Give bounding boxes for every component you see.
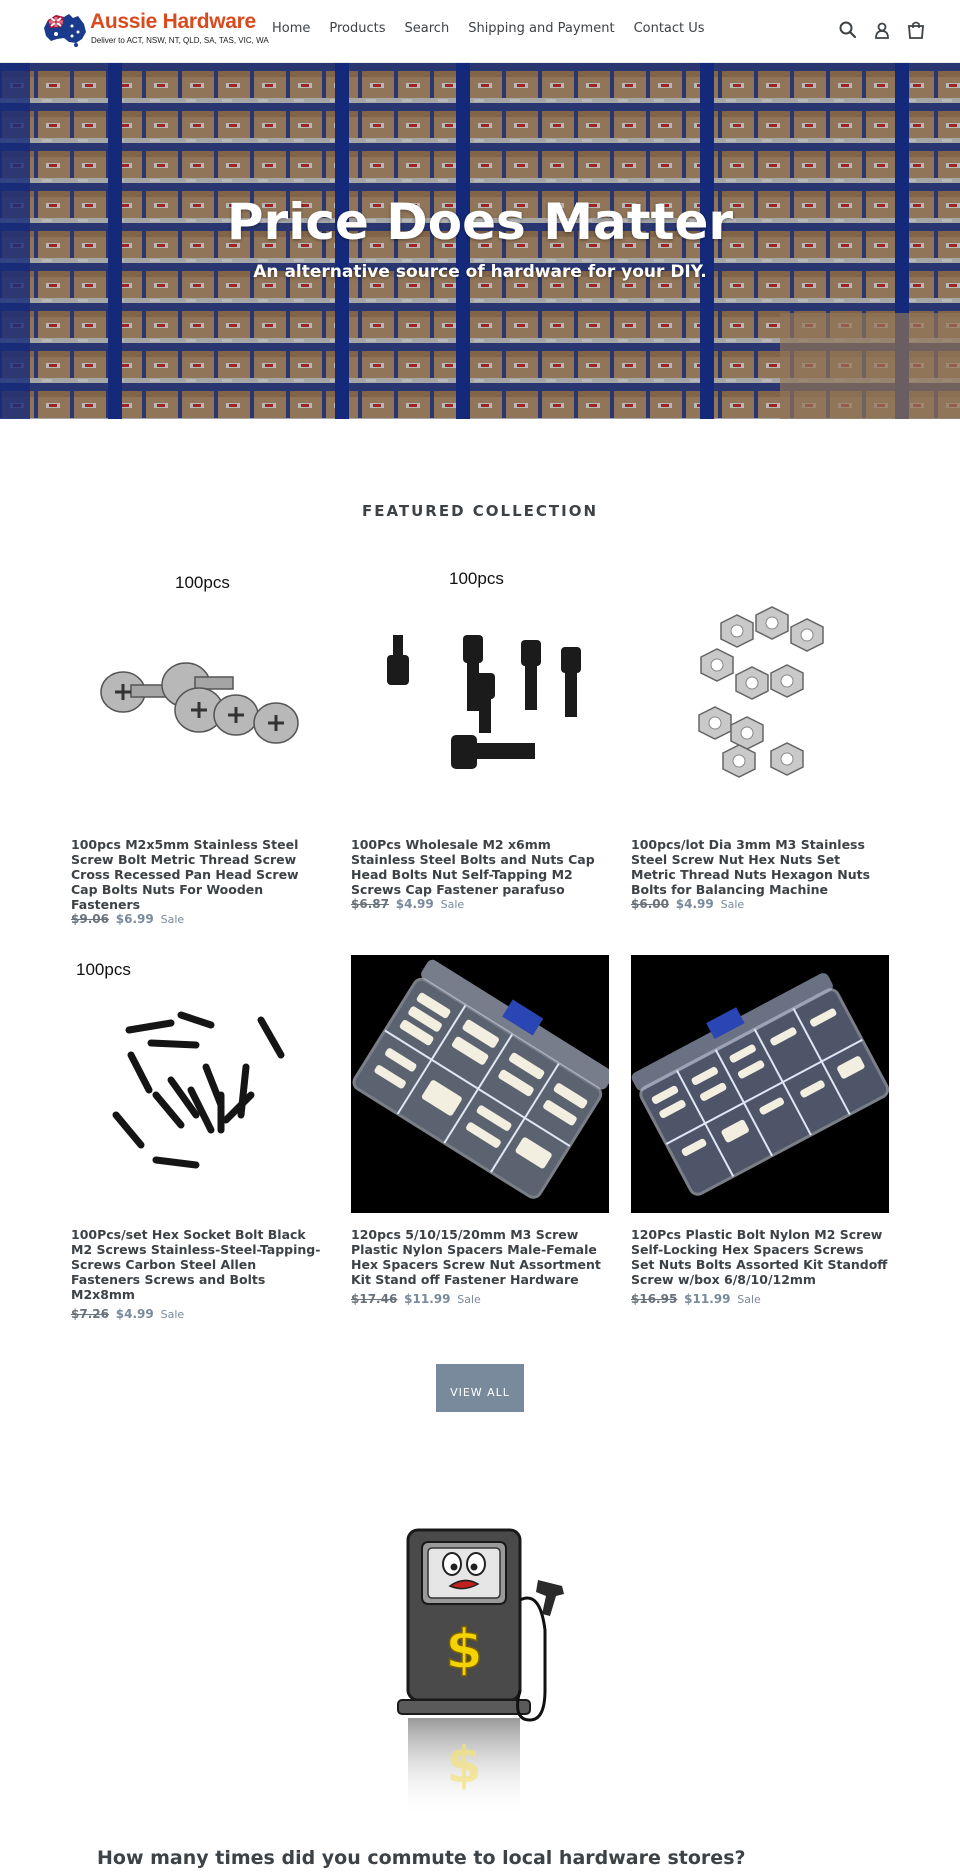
product-card[interactable] [71,955,329,1325]
product-price [351,897,609,911]
product-price [71,1307,329,1321]
nav-search[interactable]: Search [404,21,450,36]
sale-badge: Sale [160,1308,185,1321]
nav-contact-us[interactable]: Contact Us [633,21,705,36]
featured-collection-heading: FEATURED COLLECTION [361,502,599,520]
product-card[interactable] [631,955,889,1325]
hero-banner [0,63,960,419]
product-price [631,897,889,911]
brand-name: Aussie Hardware [90,10,256,33]
product-image-label: 100pcs [175,573,230,592]
sale-price: $4.99 [115,1307,154,1321]
header-icons [838,20,926,40]
product-title[interactable]: 100pcs/lot Dia 3mm M3 Stainless Steel Screw Nut Hex Nuts Set Metric Thread Nuts Hexagon Nuts Bolts for Balancing Machine [631,837,871,897]
regular-price: $7.26 [71,1307,109,1321]
svg-text:$: $ [445,1618,483,1681]
regular-price: $9.06 [71,912,109,926]
sale-badge: Sale [457,1293,481,1306]
product-title[interactable]: 100pcs M2x5mm Stainless Steel Screw Bolt Metric Thread Screw Cross Recessed Pan Head Screw Cap Bolts Nuts For Wooden Fasteners [71,837,299,912]
sale-price: $4.99 [395,897,434,911]
product-card[interactable] [71,565,329,930]
regular-price: $17.46 [351,1292,398,1306]
sale-price: $11.99 [404,1292,451,1306]
main-nav [272,21,724,36]
product-image-hex-nuts[interactable] [631,565,889,823]
cart-icon[interactable] [906,20,926,40]
hero-subtitle: An alternative source of hardware for your DIY. [253,262,707,282]
product-title[interactable]: 100Pcs Wholesale M2 x6mm Stainless Steel Bolts and Nuts Cap Head Bolts Nut Self-Tapping M2 Screws Cap Fastener parafuso [351,837,595,897]
svg-text:$: $ [446,1736,482,1794]
nav-shipping-and-payment[interactable]: Shipping and Payment [468,21,615,36]
regular-price: $16.95 [631,1292,678,1306]
product-price [71,912,329,926]
sale-badge: Sale [160,913,185,926]
sale-badge: Sale [440,898,465,911]
logo[interactable] [42,10,269,52]
product-price [351,1292,609,1306]
product-card[interactable] [631,565,889,930]
brand-tagline: Deliver to ACT, NSW, NT, QLD, SA, TAS, VIC, WA [91,36,269,45]
product-image-label: 100pcs [449,569,504,588]
sale-badge: Sale [737,1293,761,1306]
regular-price: $6.87 [351,897,389,911]
gas-pump-illustration [380,1520,590,1820]
product-price [631,1292,889,1306]
nav-home[interactable]: Home [272,21,311,36]
commute-heading: How many times did you commute to local hardware stores? [97,1847,746,1869]
sale-price: $4.99 [675,897,714,911]
sale-price: $6.99 [115,912,154,926]
sale-price: $11.99 [684,1292,731,1306]
product-image-nylon-spacer-kit[interactable] [351,955,609,1213]
hero-title: Price Does Matter [226,193,734,251]
australia-map-logo [42,12,88,48]
product-title[interactable]: 120Pcs Plastic Bolt Nylon M2 Screw Self-Locking Hex Spacers Screws Set Nuts Bolts Assorted Kit Standoff Screw w/box 6/8/10/12mm [631,1227,888,1287]
product-image-hex-socket-bolts[interactable] [71,955,329,1213]
product-title[interactable]: 120pcs 5/10/15/20mm M3 Screw Plastic Nylon Spacers Male-Female Hex Spacers Screw Nut Assortment Kit Stand off Fastener Hardware [351,1227,601,1287]
search-icon[interactable] [838,20,858,40]
view-all-button[interactable]: VIEW ALL [436,1364,524,1412]
product-card[interactable] [351,565,609,930]
regular-price: $6.00 [631,897,669,911]
product-card[interactable] [351,955,609,1325]
site-header [0,0,960,63]
product-image-cap-head-bolts[interactable] [351,565,609,823]
product-image-nylon-bolt-kit[interactable] [631,955,889,1213]
nav-products[interactable]: Products [329,21,386,36]
sale-badge: Sale [720,898,745,911]
account-icon[interactable] [872,20,892,40]
product-image-label: 100pcs [76,960,131,979]
product-title[interactable]: 100Pcs/set Hex Socket Bolt Black M2 Screws Stainless-Steel-Tapping-Screws Carbon Steel Allen Fasteners Screws and Bolts M2x8mm [71,1227,321,1302]
product-image-pan-head-screws[interactable] [71,565,329,823]
